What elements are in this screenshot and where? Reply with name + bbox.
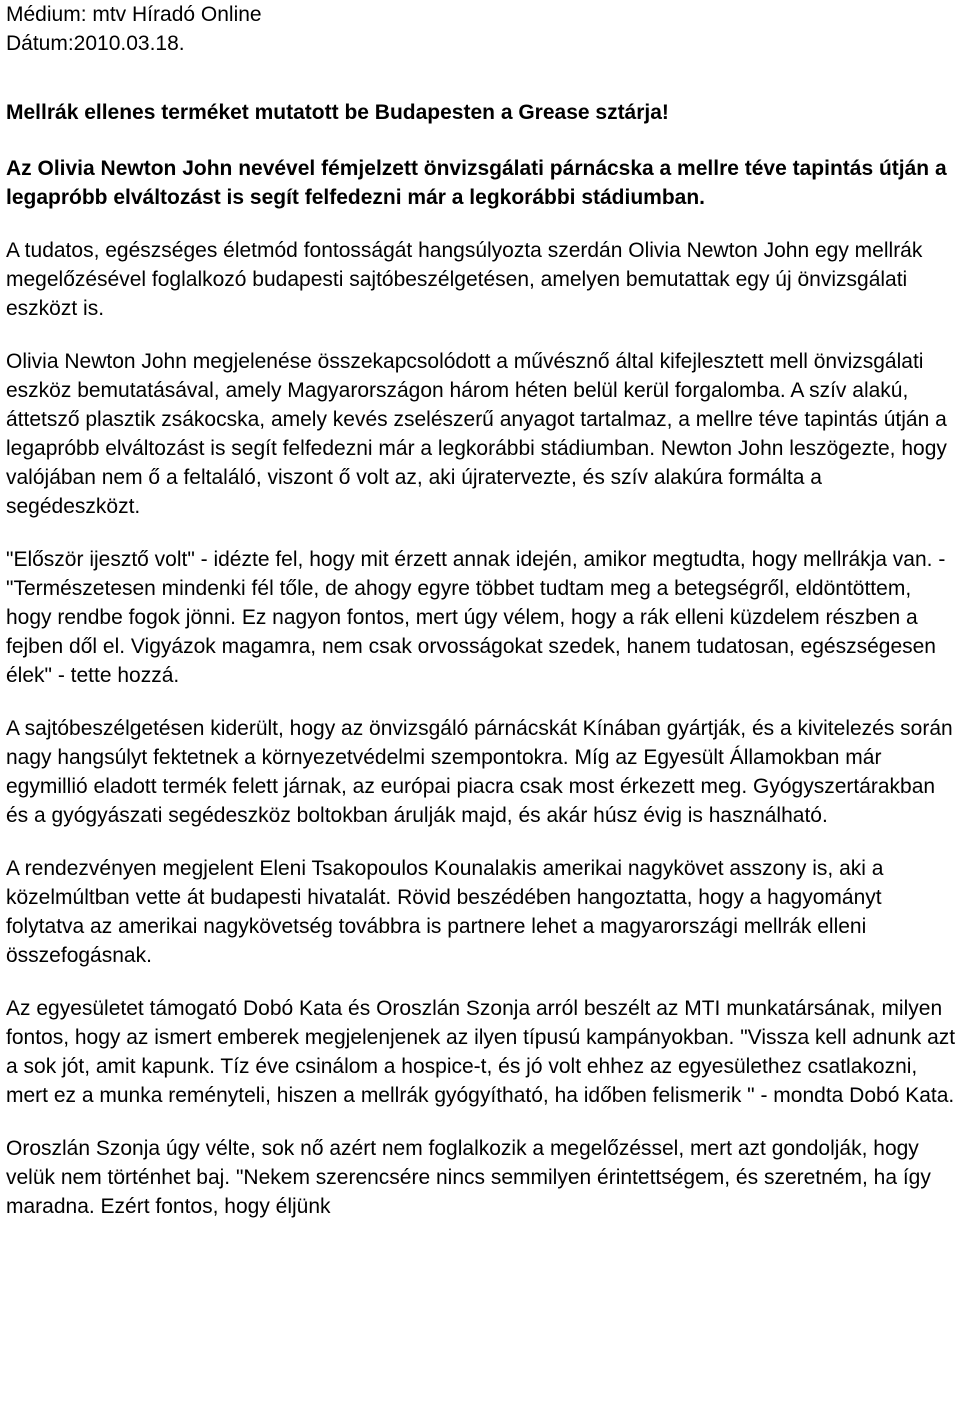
document-page	[6, 0, 956, 1221]
article-paragraph-7: Oroszlán Szonja úgy vélte, sok nő azért nem foglalkozik a megelőzéssel, mert azt gondolják, hogy velük nem történhet baj. "Nekem szerencsére nincs semmilyen érintettségem, és szeretném, ha így maradna. Ezért fontos, hogy éljünk	[6, 1137, 931, 1218]
article-paragraph-2: Olivia Newton John megjelenése összekapcsolódott a művésznő által kifejlesztett mell önvizsgálati eszköz bemutatásával, amely Magyarországon három héten belül kerül forgalomba. A szív alakú, áttetsző plasztik zsákocska, amely kevés zselészerű anyagot tartalmaz, a mellre téve tapintás útján a legapróbb elváltozást is segít felfedezni már a legkorábbi stádiumban. Newton John leszögezte, hogy valójában nem ő a feltaláló, viszont ő volt az, aki újratervezte, és szív alakúra formálta a segédeszközt.	[6, 350, 947, 518]
article-paragraph-3: "Először ijesztő volt" - idézte fel, hogy mit érzett annak idején, amikor megtudta, hogy mellrákja van. - "Természetesen mindenki fél tőle, de ahogy egyre többet tudtam meg a betegségről, eldöntöttem, hogy rendbe fogok jönni. Ez nagyon fontos, mert úgy vélem, hogy a rák elleni küzdelem részben a fejben dől el. Vigyázok magamra, nem csak orvosságokat szedek, hanem tudatosan, egészségesen élek" - tette hozzá.	[6, 548, 946, 687]
article-paragraph-6: Az egyesületet támogató Dobó Kata és Oroszlán Szonja arról beszélt az MTI munkatársának, milyen fontos, hogy az ismert emberek megjelenjenek az ilyen típusú kampányokban. "Vissza kell adnunk azt a sok jót, amit kapunk. Tíz éve csinálom a hospice-t, és jó volt ehhez az egyesülethez csatlakozni, mert ez a munka reményteli, hiszen a mellrák gyógyítható, ha időben felismerik " - mondta Dobó Kata.	[6, 997, 956, 1107]
date-line: Dátum:2010.03.18.	[6, 32, 185, 55]
article-lead: Az Olivia Newton John nevével fémjelzett önvizsgálati párnácska a mellre téve tapintás útján a legapróbb elváltozást is segít felfedezni már a legkorábbi stádiumban.	[6, 157, 947, 209]
article-title: Mellrák ellenes terméket mutatott be Budapesten a Grease sztárja!	[6, 101, 669, 124]
article-paragraph-1: A tudatos, egészséges életmód fontosságát hangsúlyozta szerdán Olivia Newton John egy mellrák megelőzésével foglalkozó budapesti sajtóbeszélgetésen, amelyen bemutattak egy új önvizsgálati eszközt is.	[6, 239, 923, 320]
medium-line: Médium: mtv Híradó Online	[6, 3, 262, 26]
article-paragraph-4: A sajtóbeszélgetésen kiderült, hogy az önvizsgáló párnácskát Kínában gyártják, és a kivitelezés során nagy hangsúlyt fektetnek a környezetvédelmi szempontokra. Míg az Egyesült Államokban már egymillió eladott termék felett járnak, az európai piacra csak most érkezett meg. Gyógyszertárakban és a gyógyászati segédeszköz boltokban árulják majd, és akár húsz évig is használható.	[6, 717, 953, 827]
article-paragraph-5: A rendezvényen megjelent Eleni Tsakopoulos Kounalakis amerikai nagykövet asszony is, aki a közelmúltban vette át budapesti hivatalát. Rövid beszédében hangoztatta, hogy a hagyományt folytatva az amerikai nagykövetség továbbra is partnere lehet a magyarországi mellrák elleni összefogásnak.	[6, 857, 884, 967]
